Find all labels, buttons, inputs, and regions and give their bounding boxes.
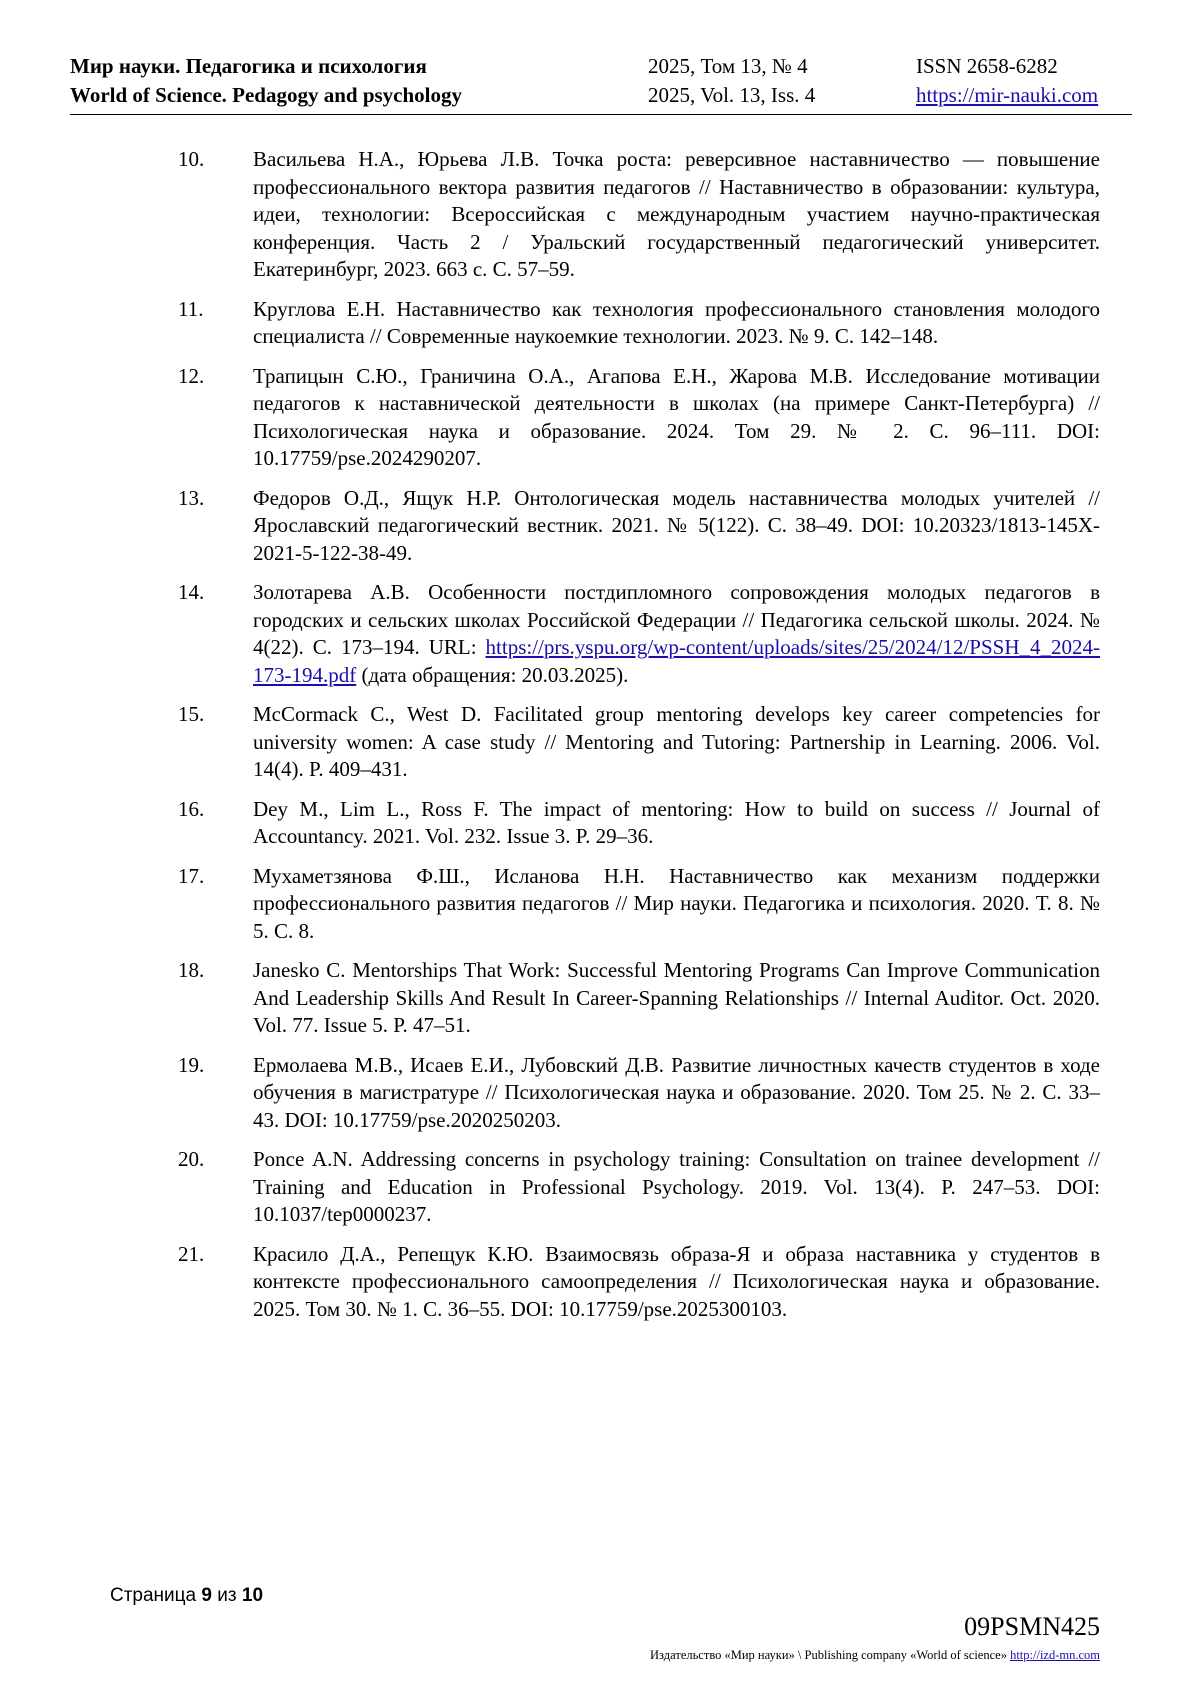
reference-text: McCormack C., West D. Facilitated group mentoring develops key career competencies for university women: A case study // Mentoring and Tutoring: Partnership in Learning. 2006. Vol. 14(4). P. 409–431.: [253, 702, 1100, 781]
reference-item: [178, 146, 1100, 284]
publisher-text: Издательство «Мир науки» \ Publishing company «World of science»: [650, 1648, 1007, 1662]
reference-url-link[interactable]: https://prs.yspu.org/wp-content/uploads/sites/25/2024/12/PSSH_4_2024-173-194.pdf: [253, 635, 1100, 687]
page-header: [70, 52, 1132, 115]
reference-number: 11.: [178, 296, 204, 321]
reference-item: [178, 1052, 1100, 1135]
page-total: 10: [241, 1585, 264, 1606]
reference-item: [178, 1241, 1100, 1324]
reference-number: 15.: [178, 702, 205, 726]
article-code: 09PSMN425: [964, 1612, 1100, 1641]
reference-text: Ponce A.N. Addressing concerns in psychology training: Consultation on trainee development // Training and Education in Professional Psychology. 2019. Vol. 13(4). P. 247–53. DOI: 10.1037/tep0000237.: [253, 1147, 1100, 1226]
reference-number: 16.: [178, 796, 205, 821]
reference-number: 19.: [178, 1052, 205, 1077]
reference-text: Dey M., Lim L., Ross F. The impact of mentoring: How to build on success // Journal of Accountancy. 2021. Vol. 232. Issue 3. P. 29–36.: [253, 796, 1100, 848]
reference-text: Круглова Е.Н. Наставничество как технология профессионального становления молодого специалиста // Современные наукоемкие технологии. 2023. № 9. С. 142–148.: [253, 296, 1100, 348]
reference-text: [253, 579, 1100, 689]
reference-item: [178, 701, 1100, 784]
reference-item: [178, 863, 1100, 946]
reference-item: [178, 796, 1100, 851]
reference-number: 13.: [178, 485, 205, 510]
reference-text-before: Золотарева А.В. Особенности постдипломного сопровождения молодых педагогов в городских и сельских школах Российской Федерации // Педагогика сельской школы. 2024. № 4(22). С. 173–194. URL:: [253, 580, 1100, 659]
header-row-en: [70, 81, 1132, 110]
page-of: из: [217, 1585, 237, 1606]
page-current: 9: [201, 1585, 212, 1606]
issue-info-en: 2025, Vol. 13, Iss. 4: [648, 83, 816, 107]
reference-text-after: (дата обращения: 20.03.2025).: [356, 662, 629, 687]
reference-text: Janesko C. Mentorships That Work: Successful Mentoring Programs Can Improve Communication And Leadership Skills And Result In Career-Spanning Relationships // Internal Auditor. Oct. 2020. Vol. 77. Issue 5. P. 47–51.: [253, 958, 1100, 1037]
reference-number: 20.: [178, 1147, 205, 1171]
publisher-line: [650, 1648, 1100, 1663]
header-row-ru: [70, 52, 1132, 81]
journal-url-link[interactable]: https://mir-nauki.com: [916, 83, 1099, 107]
reference-item: [178, 957, 1100, 1040]
reference-text: Васильева Н.А., Юрьева Л.В. Точка роста: реверсивное наставничество — повышение профессионального вектора развития педагогов // Наставничество в образовании: культура, идеи, технологии: Всероссийская с международным участием научно-практическая конференция. Часть 2 / Уральский государственный педагогический университет. Екатеринбург, 2023. 663 с. С. 57–59.: [253, 147, 1100, 281]
reference-number: 17.: [178, 863, 205, 888]
issue-info-ru: 2025, Том 13, № 4: [648, 54, 808, 78]
reference-list: [178, 146, 1100, 1335]
journal-title-ru: Мир науки. Педагогика и психология: [70, 54, 427, 78]
page-number: [110, 1585, 263, 1607]
reference-number: 18.: [178, 958, 205, 982]
reference-text: Трапицын С.Ю., Граничина О.А., Агапова Е.Н., Жарова М.В. Исследование мотивации педагогов к наставнической деятельности в школах (на примере Санкт-Петербурга) // Психологическая наука и образование. 2024. Том 29. № 2. С. 96–111. DOI: 10.17759/pse.2024290207.: [253, 363, 1100, 470]
reference-number: 10.: [178, 147, 205, 171]
reference-number: 12.: [178, 363, 205, 388]
publisher-url-link[interactable]: http://izd-mn.com: [1010, 1648, 1100, 1662]
reference-item: [178, 363, 1100, 473]
reference-text: Мухаметзянова Ф.Ш., Исланова Н.Н. Наставничество как механизм поддержки профессионального развития педагогов // Мир науки. Педагогика и психология. 2020. Т. 8. № 5. С. 8.: [253, 863, 1100, 943]
journal-title-en: World of Science. Pedagogy and psychology: [70, 83, 463, 107]
reference-item: [178, 579, 1100, 689]
reference-text: Красило Д.А., Репещук К.Ю. Взаимосвязь образа-Я и образа наставника у студентов в контексте профессионального самоопределения // Психологическая наука и образование. 2025. Том 30. № 1. С. 36–55. DOI: 10.17759/pse.2025300103.: [253, 1241, 1100, 1321]
reference-number: 21.: [178, 1241, 205, 1266]
reference-text: Федоров О.Д., Ящук Н.Р. Онтологическая модель наставничества молодых учителей // Ярославский педагогический вестник. 2021. № 5(122). С. 38–49. DOI: 10.20323/1813-145X-2021-5-122-38-49.: [253, 485, 1100, 565]
reference-item: [178, 1146, 1100, 1229]
issn: ISSN 2658-6282: [916, 54, 1058, 78]
page-prefix: Страница: [110, 1585, 197, 1606]
reference-item: [178, 296, 1100, 351]
reference-number: 14.: [178, 580, 205, 604]
reference-item: [178, 485, 1100, 568]
reference-text: Ермолаева М.В., Исаев Е.И., Лубовский Д.В. Развитие личностных качеств студентов в ходе обучения в магистратуре // Психологическая наука и образование. 2020. Том 25. № 2. С. 33–43. DOI: 10.17759/pse.2020250203.: [253, 1052, 1100, 1132]
